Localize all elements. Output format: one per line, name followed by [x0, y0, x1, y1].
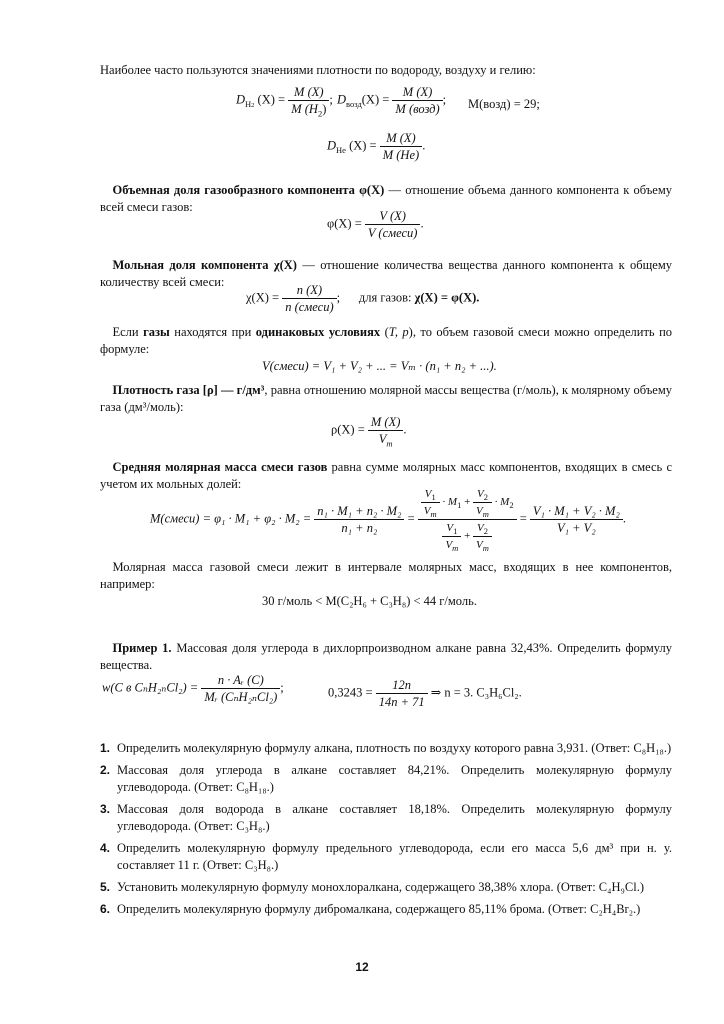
volume-fraction-paragraph: Объемная доля газообразного компонента φ(X) — отношение объема данного компонента к объему всей смеси газов: — [100, 183, 672, 214]
gas-density-paragraph: Плотность газа [ρ] — г/дм³, равна отношению молярной массы вещества (г/моль), к молярному объему газа (дм³/моль): — [100, 383, 672, 414]
range-paragraph: Молярная масса газовой смеси лежит в интервале молярных масс, входящих в нее компонентов, например: — [100, 560, 672, 591]
formula-example-solution: 0,3243 = $\frac{12n}{14n + 71}$ ⇒ n = 3. C₃H₆Cl₂. — [328, 678, 522, 709]
formula-range: 30 г/моль < M(C₂H₆ + C₃H₈) < 44 г/моль. — [262, 594, 477, 608]
page-number: 12 — [355, 960, 369, 974]
formula-gas-volume: V(смеси) = V₁ + V₂ + ... = Vₘ · (n₁ + n₂ + ...). — [262, 359, 497, 373]
list-item: 4. Определить молекулярную формулу предельного углеводорода, если его масса 5,6 дм³ при н. у. составляет 11 г. (Ответ: C₃H₈.) — [100, 841, 672, 872]
mole-fraction-paragraph: Мольная доля компонента χ(X) — отношение количества вещества данного компонента к общему количеству всей смеси: — [100, 258, 672, 289]
list-item: 1. Определить молекулярную формулу алкана, плотность по воздуху которого равна 3,931. (Ответ: C₈H₁₈.) — [100, 741, 672, 755]
fraction-volume-form: $\frac{V_1}{V_m}$ · $M_1$ + $\frac{V_2}{V_m}$ · $M_2$ $\frac{V_1}{V_m}$ + $\frac{V_2}{V_m}$ — [418, 486, 517, 553]
formula-mole-fraction: χ(X) = $\frac{n (X)}{\text{n (смеси)}}$ ; для газов: χ(X) = φ(X). — [246, 283, 480, 314]
formula-density-air: $D_{возд}(X)$ = $\frac{M (X)}{\text{M (возд)}}$ ; — [337, 85, 447, 116]
formula-gas-density: ρ(X) = $\frac{M (X)}{V_m}$ . — [331, 415, 407, 449]
formula-volume-fraction: φ(X) = $\frac{V (X)}{\text{V (смеси)}}$ . — [327, 209, 424, 240]
formula-molar-mass-air: M(возд) = 29; — [468, 97, 540, 111]
task-list — [100, 740, 672, 918]
list-item: 3. Массовая доля водорода в алкане составляет 18,18%. Определить молекулярную формулу углеводорода. (Ответ: C₃H₈.) — [100, 802, 672, 833]
formula-mean-molar-mass: M(смеси) = φ₁ · M₁ + φ₂ · M₂ = $\frac{\text{n₁ · M₁ + n₂ · M₂}}{\text{n₁ + n₂}}$ = $\frac{V_1}{V_m}$ · $M_1$ + $\frac{V_2}{V_m}$ · $M_2$ $\frac{V_1}{V_m}$ + $\frac{V_2}{V_m}$ = $\frac{\text{V₁ · M₁ + V₂ · M₂}}{\text{V₁ + V₂}}$ . — [150, 488, 626, 554]
formula-density-he: $D_{He}$ (X) = $\frac{M (X)}{M (He)}$ . — [327, 131, 426, 162]
list-item: 2. Массовая доля углерода в алкане составляет 84,21%. Определить молекулярную формулу углеводорода. (Ответ: C₈H₁₈.) — [100, 763, 672, 794]
formula-example: w(C в CₙH₂ₙCl₂) = $\frac{\text{n · Aᵣ (C)}}{\text{Mᵣ (CₙH₂ₙCl₂)}}$ ; — [102, 673, 284, 704]
mean-molar-mass-paragraph: Средняя молярная масса смеси газов равна сумме молярных масс компонентов, входящих в смесь с учетом их мольных долей: — [100, 460, 673, 491]
gas-volume-paragraph: Если газы находятся при одинаковых условиях (T, p), то объем газовой смеси можно определить по формуле: — [100, 325, 673, 356]
formula-density-h2: $D_{H2}$ (X) = $\frac{M (X)}{M (H_2)}$ ; — [236, 85, 333, 119]
example-paragraph: Пример 1. Массовая доля углерода в дихлорпроизводном алкане равна 32,43%. Определить формулу вещества. — [100, 641, 672, 672]
list-item: 6. Определить молекулярную формулу дибромалкана, содержащего 85,11% брома. (Ответ: C₂H₄Br₂.) — [100, 902, 641, 916]
list-item: 5. Установить молекулярную формулу монохлоралкана, содержащего 38,38% хлора. (Ответ: C₄H₉Cl.) — [100, 880, 644, 894]
intro-paragraph: Наиболее часто пользуются значениями плотности по водороду, воздуху и гелию: — [100, 63, 536, 77]
